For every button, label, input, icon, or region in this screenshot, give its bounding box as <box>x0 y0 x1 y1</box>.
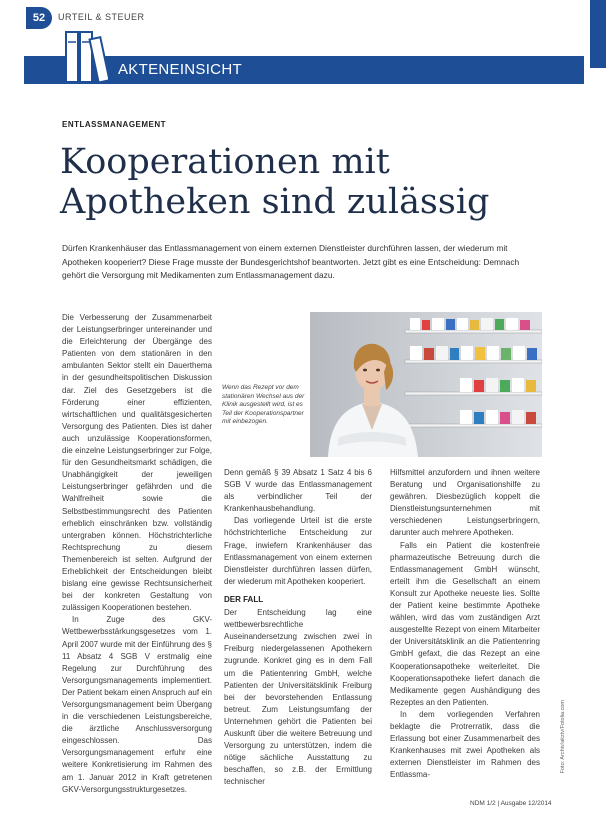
banner-title: AKTENEINSICHT <box>118 61 242 78</box>
paragraph: Das vorliegende Urteil ist die erste höchstrichterliche Entscheidung zur Frage, inwiefern Krankenhäuser das Entlassmanagement von einem externen Dienstleister durchführen lassen dürfen, der wiederum mit Apotheken kooperiert. <box>224 516 372 586</box>
pharmacy-shelves-image <box>310 312 542 457</box>
subheading: DER FALL <box>224 594 264 604</box>
paragraph: Falls ein Patient die kostenfreie pharmazeutische Betreuung durch die Entlassmanagement GmbH wünscht, erteilt ihm die Gesellschaft an einem Konsult zur Apotheke neueste lies. Sollte der Patient keine bestimmte Apotheke wählen, wird das vom zuständigen Arzt ausgestellte Rezept von einem Mitarbeiter der Universitätsklinik an die Patientenring GmbH gefaxt, die das Rezept an eine Kooperationsapotheke weiterleitet. Die Kooperationsapotheke liefert danach die Medikamente gegen Aushändigung des Rezeptes an den Patienten. <box>390 540 540 707</box>
section-label: URTEIL & STEUER <box>58 12 145 22</box>
pharmacist-photo <box>310 312 542 457</box>
article-kicker: ENTLASSMANAGEMENT <box>62 120 167 129</box>
article-teaser: Dürfen Krankenhäuser das Entlassmanagement von einem externen Dienstleister durchführen lassen, der wiederum mit Apotheken kooperiert? Diese Frage musste der Bundesgerichtshof beantworten. Jetzt gibt es eine Entscheidung: Demnach gehört die Versorgung mit Medikamenten zum Entlassmanagement dazu. <box>62 243 520 280</box>
page-footer: NDM 1/2 | Ausgabe 12/2014 <box>470 800 552 807</box>
photo-caption: Wenn das Rezept vor dem stationären Wechsel aus der Klinik ausgestellt wird, ist es Teil der Kooperationspartner mit einbezogen. <box>222 384 305 425</box>
section-banner <box>24 56 584 84</box>
photo-credit: Foto: Archiv/akztv/Fotolia.com <box>560 700 566 774</box>
text-column-3 <box>390 467 540 781</box>
page-number-badge: 52 <box>26 7 52 29</box>
binder-icon <box>64 28 108 84</box>
paragraph: Der Entscheidung lag eine wettbewerbsrechtliche Auseinandersetzung zwischen zwei in Freiburg niedergelassenen Apothekern zugrunde. Konkret ging es in dem Fall um die Patientenring GmbH, welche Patienten der Universitätsklinik Freiburg bei der bevorstehenden Entlassung betreut. Zum Leistungsumfang der Unternehmen gehört die Patienten bei Auskunft über die weitere Betreuung und Versorgung zu unterstützen, indem die nötige sächliche Ausstattung zu beschaffen, so z.B. der Ermittlung technischer <box>224 608 372 787</box>
paragraph: Denn gemäß § 39 Absatz 1 Satz 4 bis 6 SGB V wurde das Entlassmanagement als verbindlicher Teil der Krankenhausbehandlung. <box>224 468 372 514</box>
text-column-2 <box>224 467 372 788</box>
paragraph: In Zuge des GKV-Wettbewerbsstärkungsgesetzes vom 1. April 2007 wurde mit der Einführung des § 11 Absatz 4 SGB V erstmalig eine Regelung zur Durchführung des Versorgungsmanagements implementiert. Der Patient bekam einen Anspruch auf ein Versorgungsmanagement beim Übergang in die verschiedenen Leistungsbereiche, die ärztliche Anschlussversorgung eingeschlossen. Das Versorgungsmanagement erfuhr eine weitere Konkretisierung im Rahmen des am 1. Januar 2012 in Kraft getretenen GKV-Versorgungsstrukturgesetzes. <box>62 615 212 794</box>
page-edge-tab <box>590 0 606 68</box>
text-column-1 <box>62 312 212 796</box>
paragraph: In dem vorliegenden Verfahren beklagte die Protrerratik, dass die Erlassung bot einer Zusammenarbeit des Krankenhauses mit zwei Apotheken als externen Dienstleister im Rahmen des Entlassma- <box>390 709 540 780</box>
paragraph: Hilfsmittel anzufordern und ihnen weitere Beratung und Organisationshilfe zu gewähren. Diesbezüglich koppelt die Dienstleistungsunternehmen mit verschiedenen Leistungserbringern, darunter auch mehrere Apotheken. <box>390 468 540 538</box>
article-headline: Kooperationen mit Apotheken sind zulässig <box>60 142 490 222</box>
paragraph: Die Verbesserung der Zusammenarbeit der Leistungserbringer untereinander und die Erleichterung der Übergänge des Patienten von dem stationären in den ambulanten Sektor stellt ein Dauerthema in der gesundheitspolitischen Diskussion dar. Ziel des Gesetzgebers ist die Förderung einer effizienten, wirtschaftlichen und qualitätsgesicherten Versorgung des Patienten. Dies ist daher auch unzulässige Kooperationsformen, die einzelne Leistungserbringer zur Folge, für den Gesundheitsmarkt schädigen, die Unabhängigkeit der jeweiligen Leistungserbringer gefährden und die Wahlfreiheit sowie die Selbstbestimmungsrecht des Patienten erheblich einschränken bzw. vollständig untergraben können. Höchstrichterliche Rechtsprechung zu diesem Themenbereich ist selten. Aufgrund der Erheblichkeit der Entscheidungen bleibt bislang eine gewisse Rechtsunsicherheit bei der konkreten Gestaltung von zulässigen Kooperationen bestehen. <box>62 313 212 613</box>
